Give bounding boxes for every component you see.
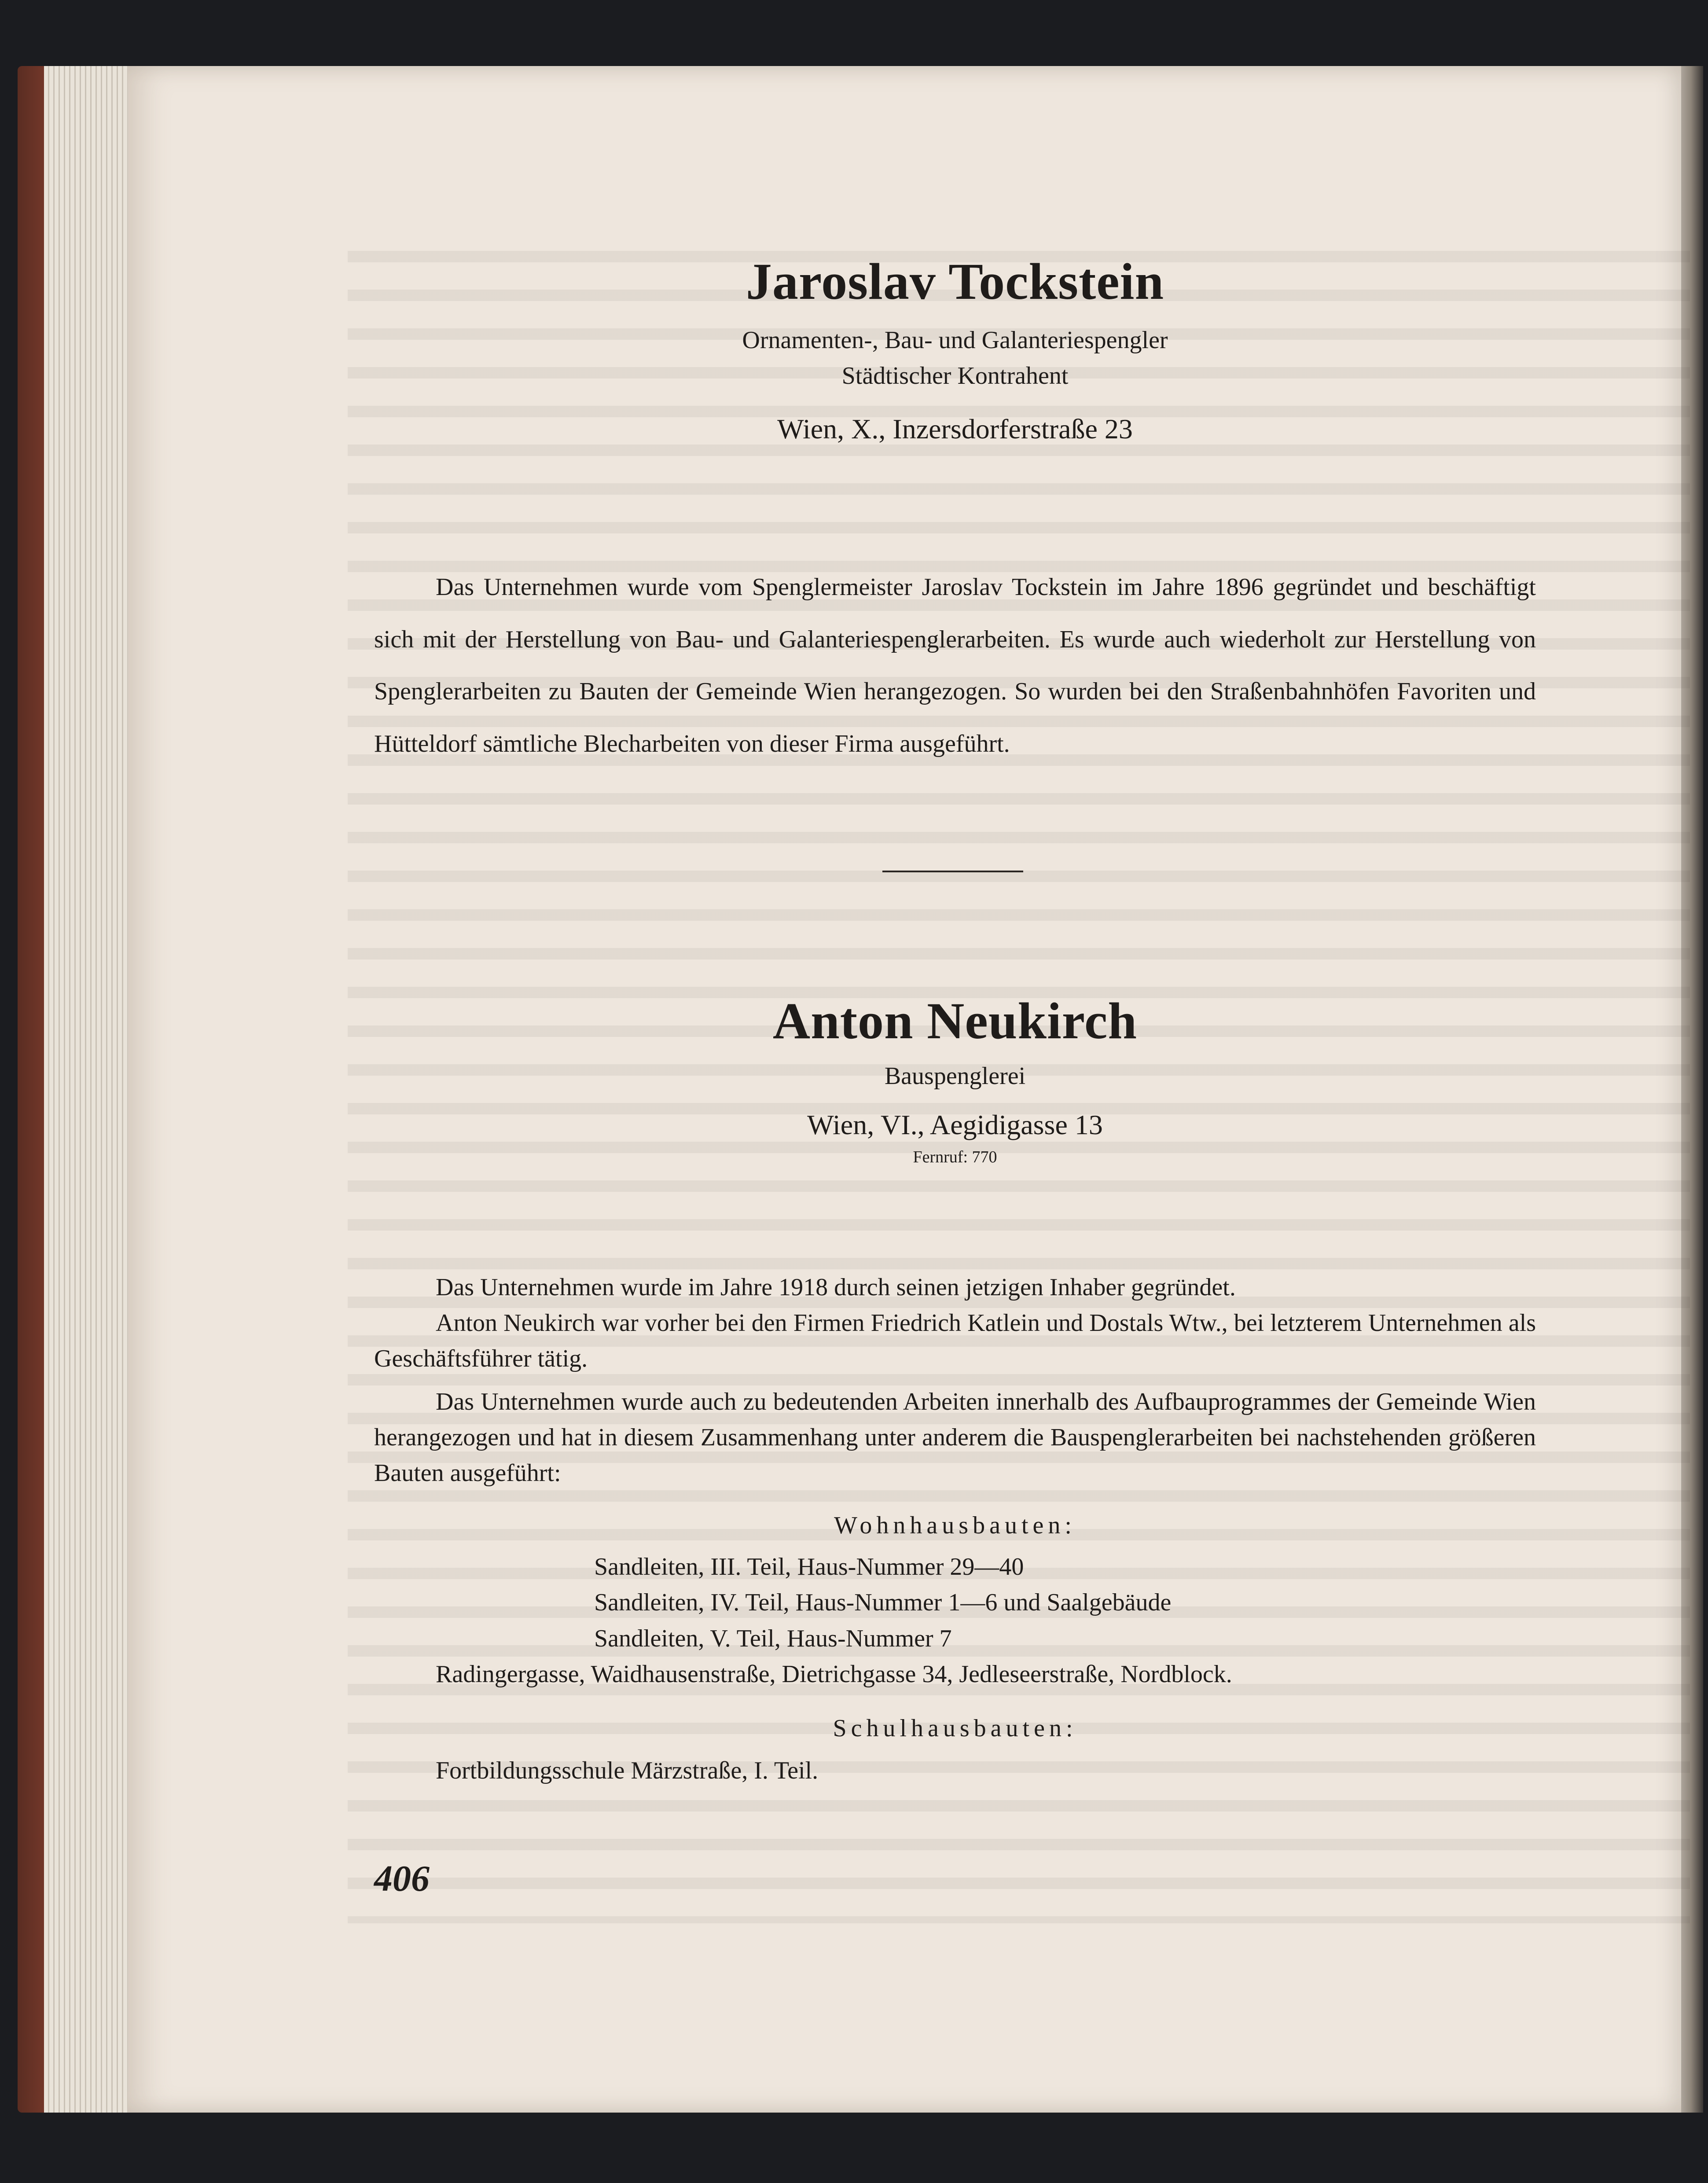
firm2-name: Anton Neukirch [772,992,1138,1050]
section-divider [882,871,1023,872]
schulhaus-heading: Schulhausbauten: [833,1714,1077,1742]
firm2-paragraph-2: Anton Neukirch war vorher bei den Firmen Friedrich Katlein und Dostals Wtw., bei letzterem Unternehmen als Geschäftsführer tätig. [374,1309,1536,1373]
firm2-paragraph-3: Das Unternehmen wurde auch zu bedeutenden Arbeiten innerhalb des Aufbauprogrammes der Gemeinde Wien herangezogen und hat in diesem Zusammenhang unter anderem die Bauspenglerarbeiten bei nachstehenden größeren Bauten ausgeführt: [374,1388,1536,1487]
wohnhaus-heading: Wohnhausbauten: [834,1512,1076,1540]
wohnhaus-extra: Radingergasse, Waidhausenstraße, Dietrichgasse 34, Jedleseerstraße, Nordblock. [436,1660,1232,1688]
firm2-address: Wien, VI., Aegidigasse 13 [807,1109,1103,1140]
firm2-header [374,992,1536,1169]
page-stack-edges [44,66,132,2113]
firm1-address: Wien, X., Inzersdorferstraße 23 [777,413,1133,445]
firm1-status: Städtischer Kontrahent [841,362,1069,390]
wohnhaus-item: Sandleiten, V. Teil, Haus-Nummer 7 [594,1624,952,1652]
firm1-trade: Ornamenten-, Bau- und Galanteriespengler [742,326,1168,354]
firm2-paragraph-1: Das Unternehmen wurde im Jahre 1918 durch seinen jetzigen Inhaber gegründet. [436,1274,1236,1301]
firm2-phone: Fernruf: 770 [913,1147,997,1166]
firm2-trade: Bauspenglerei [884,1062,1026,1090]
firm1-name: Jaroslav Tockstein [746,253,1164,310]
firm1-body [374,561,1536,770]
firm2-body [374,1270,1536,1789]
wohnhaus-item: Sandleiten, III. Teil, Haus-Nummer 29—40 [594,1553,1024,1581]
wohnhaus-list [374,1549,1536,1657]
schulhaus-item: Fortbildungsschule Märzstraße, I. Teil. [436,1757,819,1784]
firm1-paragraph: Das Unternehmen wurde vom Spenglermeister Jaroslav Tockstein im Jahre 1896 gegründet und beschäftigt sich mit der Herstellung von Bau- und Galanteriespenglerarbeiten. Es wurde auch wiederholt zur Herstellung von Spenglerarbeiten zu Bauten der Gemeinde Wien herangezogen. So wurden bei den Straßenbahnhöfen Favoriten und Hütteldorf sämtliche Blecharbeiten von dieser Firma ausgeführt. [374,573,1536,758]
wohnhaus-item: Sandleiten, IV. Teil, Haus-Nummer 1—6 und Saalgebäude [594,1589,1172,1617]
firm1-header [374,253,1536,450]
page-number: 406 [374,1858,430,1899]
